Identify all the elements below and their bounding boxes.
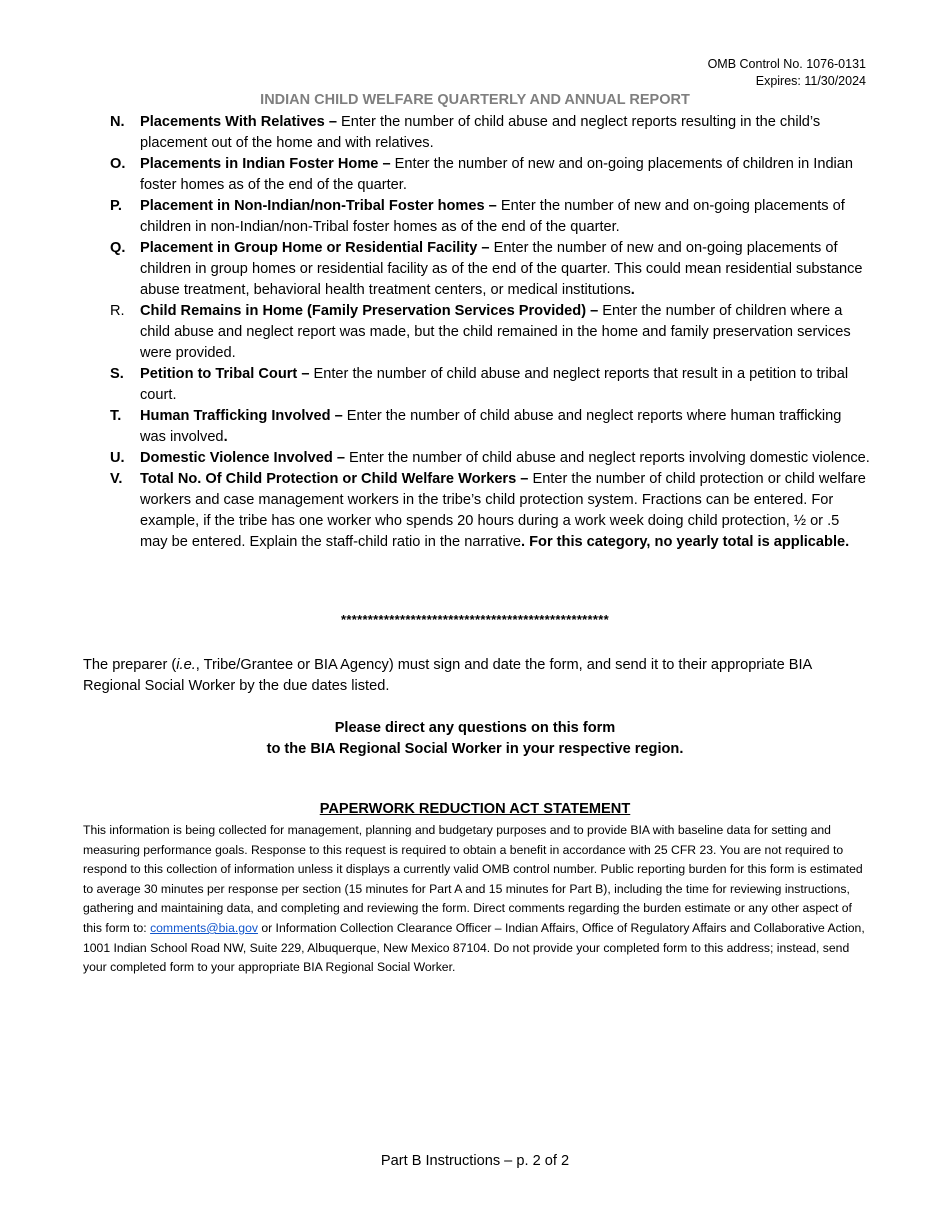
item-letter: Q. — [110, 240, 126, 256]
item-text: Enter the number of new and on-going placements of children in Indian foster homes as of the end of the quarter. — [140, 156, 854, 193]
item-text: Enter the number of child abuse and neglect reports resulting in the child’s placement out of the home and with relatives. — [140, 114, 821, 151]
item-heading: Domestic Violence Involved – — [140, 450, 345, 466]
item-heading: Total No. Of Child Protection or Child Welfare Workers – — [140, 471, 529, 487]
item-letter: N. — [110, 114, 125, 130]
item-heading: Placement in Group Home or Residential Facility – — [140, 240, 490, 256]
item-body — [140, 301, 870, 364]
item-heading: Placement in Non-Indian/non-Tribal Foster homes – — [140, 198, 497, 214]
list-item — [110, 301, 870, 364]
item-body — [140, 238, 870, 301]
list-item — [110, 112, 870, 154]
item-body — [140, 112, 870, 154]
paperwork-text-after: or Information Collection Clearance Officer – Indian Affairs, Office of Regulatory Affairs and Collaborative Action, 1001 Indian School Road NW, Suite 229, Albuquerque, New Mexico 87104. Do not provide your completed form to this address; instead, send your completed form to your appropriate BIA Regional Social Worker. — [83, 920, 865, 975]
contact-line-2: to the BIA Regional Social Worker in your respective region. — [266, 741, 684, 757]
item-body — [140, 406, 870, 448]
item-letter: O. — [110, 156, 126, 172]
item-body — [140, 469, 870, 553]
paperwork-text-before: This information is being collected for management, planning and budgetary purposes and to provide BIA with baseline data for setting and measuring performance goals. Response to this request is required to obtain a benefit in accordance with 25 CFR 23. You are not required to respond to this collection of information unless it displays a currently valid OMB control number. Public reporting burden for this form is estimated to average 30 minutes per response per section (15 minutes for Part A and 15 minutes for Part B), including the time for reviewing instructions, gathering and maintaining data, and completing and reviewing the form. Direct comments regarding the burden estimate or any other aspect of this form to: — [83, 823, 863, 935]
item-letter: S. — [110, 366, 124, 382]
item-letter: T. — [110, 408, 122, 424]
item-body — [140, 448, 870, 469]
item-letter: P. — [110, 198, 122, 214]
report-title: INDIAN CHILD WELFARE QUARTERLY AND ANNUAL REPORT — [260, 92, 690, 108]
list-item — [110, 238, 870, 301]
email-link[interactable]: comments@bia.gov — [150, 920, 258, 935]
item-letter: U. — [110, 450, 125, 466]
list-item — [110, 469, 870, 553]
paperwork-title: PAPERWORK REDUCTION ACT STATEMENT — [319, 801, 631, 817]
preparer-instructions — [83, 655, 873, 697]
item-body — [140, 196, 870, 238]
item-letter: V. — [110, 471, 123, 487]
item-heading: Human Trafficking Involved – — [140, 408, 343, 424]
item-heading: Placements With Relatives – — [140, 114, 337, 130]
item-text: Enter the number of children where a child abuse and neglect report was made, but the child remained in the home and family preservation services were provided. — [140, 303, 851, 361]
list-item — [110, 196, 870, 238]
item-letter: R. — [110, 303, 125, 319]
item-heading: Placements in Indian Foster Home – — [140, 156, 391, 172]
item-text: Enter the number of child protection or child welfare workers and case management workers in the tribe’s child protection system. Fractions can be entered. For example, if the tribe has one worker who spends 20 hours during a work week doing child protection, ½ or .5 may be entered. Explain the staff-child ratio in the narrative — [140, 471, 866, 550]
list-item — [110, 406, 870, 448]
omb-control-number: OMB Control No. 1076-0131 — [707, 57, 866, 71]
item-body — [140, 154, 870, 196]
list-item — [110, 154, 870, 196]
item-text: Enter the number of new and on-going placements of children in non-Indian/non-Tribal foster homes as of the end of the quarter. — [140, 198, 845, 235]
instruction-list — [110, 112, 870, 553]
preparer-text-italic: i.e. — [176, 657, 196, 673]
item-text: Enter the number of new and on-going placements of children in group homes or residential facility as of the end of the quarter. This could mean residential substance abuse treatment, behavioral health treatment centers, or medical institutions — [140, 240, 863, 298]
preparer-text-after: , Tribe/Grantee or BIA Agency) must sign and date the form, and send it to their appropriate BIA Regional Social Worker by the due dates listed. — [83, 657, 812, 694]
preparer-text-before: The preparer ( — [83, 657, 177, 673]
item-heading: Child Remains in Home (Family Preservation Services Provided) – — [140, 303, 599, 319]
item-text: Enter the number of child abuse and neglect reports that result in a petition to tribal court. — [140, 366, 849, 403]
section-divider: ************************************************** — [341, 612, 609, 627]
page-footer: Part B Instructions – p. 2 of 2 — [380, 1153, 570, 1169]
paperwork-statement — [83, 821, 873, 978]
item-text: Enter the number of child abuse and neglect reports involving domestic violence. — [344, 450, 870, 466]
item-tail: . — [223, 429, 228, 445]
item-body — [140, 364, 870, 406]
contact-line-1: Please direct any questions on this form — [334, 720, 616, 736]
contact-note — [0, 718, 950, 760]
item-text: Enter the number of child abuse and neglect reports where human trafficking was involved — [140, 408, 842, 445]
item-tail: . For this category, no yearly total is applicable. — [521, 534, 850, 550]
item-tail: . — [630, 282, 635, 298]
list-item — [110, 448, 870, 469]
list-item — [110, 364, 870, 406]
omb-info — [708, 56, 866, 90]
item-heading: Petition to Tribal Court – — [140, 366, 310, 382]
expiration-date: Expires: 11/30/2024 — [755, 74, 866, 88]
